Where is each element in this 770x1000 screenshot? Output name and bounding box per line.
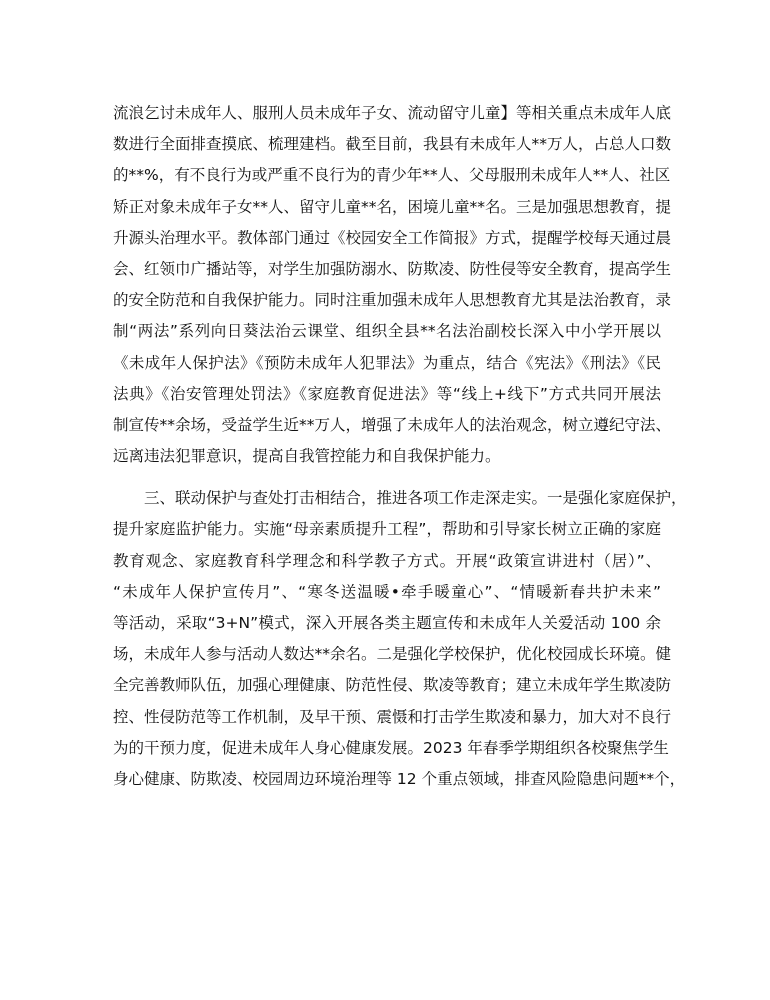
text-line: 教育观念、家庭教育科学理念和科学教子方式。开展“政策宣讲进村（居）”、: [113, 551, 661, 570]
text-line: 三、联动保护与查处打击相结合，推进各项工作走深走实。一是强化家庭保护，: [144, 489, 687, 508]
text-line: 的**%，有不良行为或严重不良行为的青少年**人、父母服刑未成年人**人、社区: [113, 166, 671, 185]
text-line: 数进行全面排查摸底、梳理建档。截至目前，我县有未成年人**万人，占总人口数: [113, 135, 672, 154]
text-line: 远离违法犯罪意识，提高自我管控能力和自我保护能力。: [113, 447, 501, 466]
text-line: 提升家庭监护能力。实施“母亲素质提升工程”，帮助和引导家长树立正确的家庭: [113, 520, 661, 539]
text-line: 会、红领巾广播站等，对学生加强防溺水、防欺凌、防性侵等安全教育，提高学生: [113, 259, 672, 278]
paragraph-1: [113, 98, 672, 472]
text-line: 法典》《治安管理处罚法》《家庭教育促进法》等“线上+线下”方式共同开展法: [113, 384, 661, 403]
text-line: 控、性侵防范等工作机制，及早干预、震慑和打击学生欺凌和暴力，加大对不良行: [113, 707, 672, 726]
text-line: 场，未成年人参与活动人数达**余名。二是强化学校保护，优化校园成长环境。健: [113, 645, 672, 664]
text-line: 身心健康、防欺凌、校园周边环境治理等 12 个重点领域，排查风险隐患问题**个，: [113, 769, 686, 788]
paragraph-gap: [113, 472, 661, 483]
text-line: 制宣传**余场，受益学生近**万人，增强了未成年人的法治观念，树立遵纪守法、: [113, 415, 672, 434]
text-line: 全完善教师队伍，加强心理健康、防范性侵、欺凌等教育；建立未成年学生欺凌防: [113, 676, 672, 695]
document-body: [113, 98, 687, 795]
text-line: 《未成年人保护法》《预防未成年人犯罪法》为重点，结合《宪法》《刑法》《民: [113, 353, 661, 372]
paragraph-2: [113, 483, 687, 795]
text-line: 的安全防范和自我保护能力。同时注重加强未成年人思想教育尤其是法治教育，录: [113, 291, 672, 310]
text-line: 等活动，采取“3+N”模式，深入开展各类主题宣传和未成年人关爱活动 100 余: [113, 614, 661, 632]
text-line: 制“两法”系列向日葵法治云课堂、组织全县**名法治副校长深入中小学开展以: [113, 322, 661, 341]
text-line: 为的干预力度，促进未成年人身心健康发展。2023 年春季学期组织各校聚焦学生: [113, 738, 669, 757]
text-line: 升源头治理水平。教体部门通过《校园安全工作简报》方式，提醒学校每天通过晨: [113, 228, 672, 247]
text-line: 流浪乞讨未成年人、服刑人员未成年子女、流动留守儿童】等相关重点未成年人底: [113, 104, 672, 122]
text-line: 矫正对象未成年子女**人、留守儿童**名，困境儿童**名。三是加强思想教育，提: [113, 197, 672, 216]
text-line: “未成年人保护宣传月”、“寒冬送温暖•牵手暖童心”、“情暖新春共护未来”: [113, 582, 661, 601]
